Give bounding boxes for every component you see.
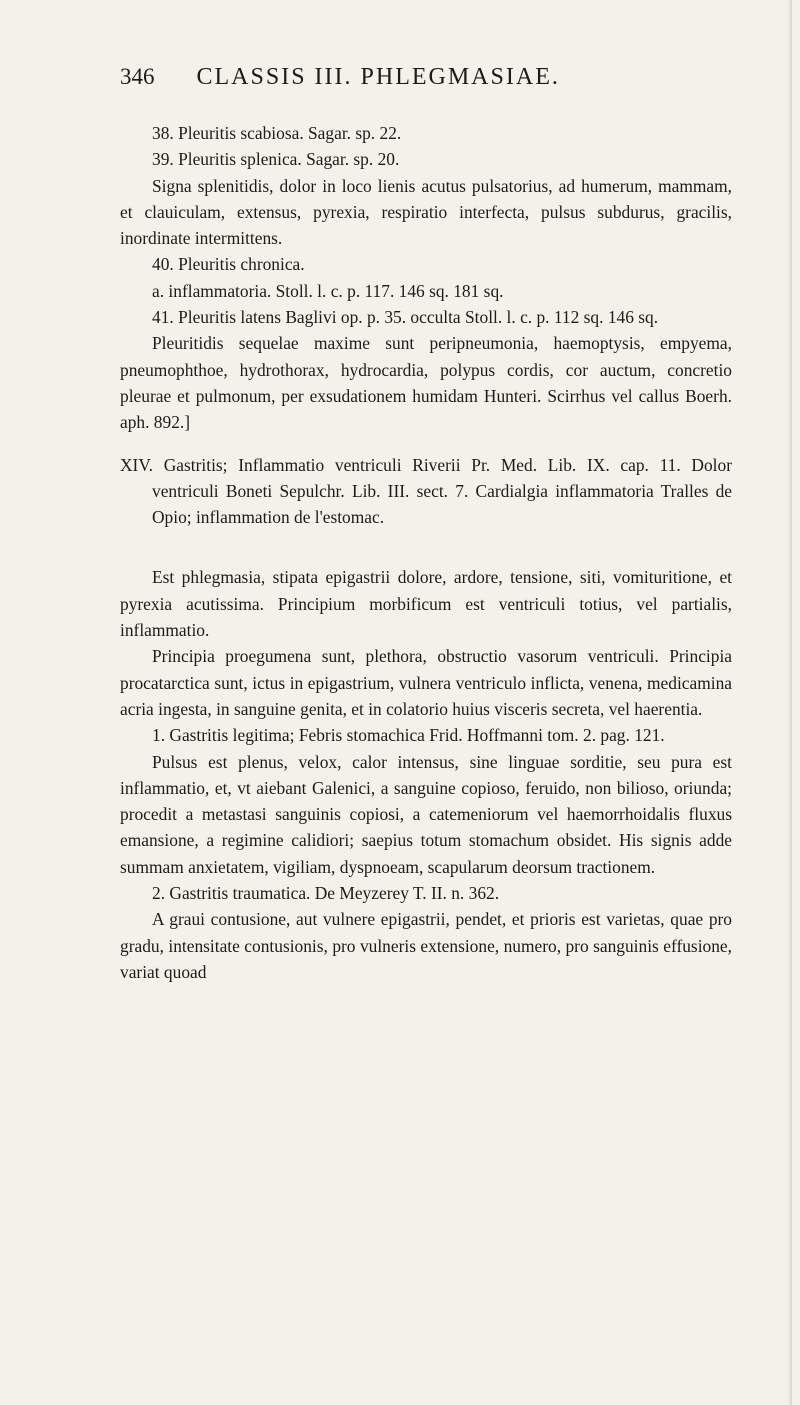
text-body xyxy=(120,120,732,985)
entry-gastritis-traumatica: 2. Gastritis traumatica. De Meyzerey T. II. n. 362. xyxy=(152,883,500,904)
running-title: CLASSIS III. PHLEGMASIAE. xyxy=(196,64,560,90)
entry-gastritis-legitima: 1. Gastritis legitima; Febris stomachica Frid. Hoffmanni tom. 2. pag. 121. xyxy=(152,725,665,746)
paragraph-definition: Est phlegmasia, stipata epigastrii dolore, ardore, tensione, siti, vomituritione, et pyrexia acutissima. Principium morbificum est ventriculi totius, vel partialis, inflammatio. xyxy=(120,567,732,641)
page-edge-shadow xyxy=(788,0,792,1405)
entry-38: 38. Pleuritis scabiosa. Sagar. sp. 22. xyxy=(152,123,402,143)
paragraph-contusio: A graui contusione, aut vulnere epigastrii, pendet, et prioris est varietas, quae pro gradu, intensitate contusionis, pro vulneris extensione, numero, pro sanguinis effusione, variat quoad xyxy=(120,909,732,982)
entry-41: 41. Pleuritis latens Baglivi op. p. 35. occulta Stoll. l. c. p. 112 sq. 146 sq. xyxy=(152,307,659,328)
entry-39: 39. Pleuritis splenica. Sagar. sp. 20. xyxy=(152,149,400,170)
page-number: 346 xyxy=(120,64,155,89)
paragraph-sequelae: Pleuritidis sequelae maxime sunt peripneumonia, haemoptysis, empyema, pneumophthoe, hydrothorax, hydrocardia, polypus cordis, cor auctum, concretio pleurae et pulmonum, per exsudationem humidam Hunteri. Scirrhus vel callus Boerh. aph. 892.] xyxy=(120,333,732,433)
section-heading-gastritis: XIV. Gastritis; Inflammatio ventriculi Riverii Pr. Med. Lib. IX. cap. 11. Dolor ventriculi Boneti Sepulchr. Lib. III. sect. 7. Cardialgia inflammatoria Tralles de Opio; inflammation de l'estomac. xyxy=(120,454,732,528)
paragraph-splenitis: Signa splenitidis, dolor in loco lienis acutus pulsatorius, ad humerum, mammam, et clauiculam, extensus, pyrexia, respiratio interfecta, pulsus subdurus, gracilis, inordinate intermittens. xyxy=(120,175,732,249)
entry-40a: a. inflammatoria. Stoll. l. c. p. 117. 146 sq. 181 sq. xyxy=(152,280,504,301)
paragraph-principia: Principia proegumena sunt, plethora, obstructio vasorum ventriculi. Principia procatarctica sunt, ictus in epigastrium, vulnera ventriculo inflicta, venena, medicamina acria ingesta, in sanguine genita, et in colatorio huius visceris secreta, vel haerentia. xyxy=(120,646,732,719)
running-header xyxy=(120,64,730,91)
entry-40: 40. Pleuritis chronica. xyxy=(152,254,305,275)
paragraph-pulsus: Pulsus est plenus, velox, calor intensus, sine linguae sorditie, seu pura est inflammatio, et, vt aiebant Galenici, a sanguine copioso, feruido, non bilioso, oriunda; procedit a metastasi sanguinis copiosi, a catemeniorum vel haemorrhoidalis fluxus emansione, a regimine calidiori; saepius totum stomachum obsidet. His signis adde summam anxietatem, vigiliam, dyspnoeam, scapularum deorsum tractionem. xyxy=(120,751,732,877)
